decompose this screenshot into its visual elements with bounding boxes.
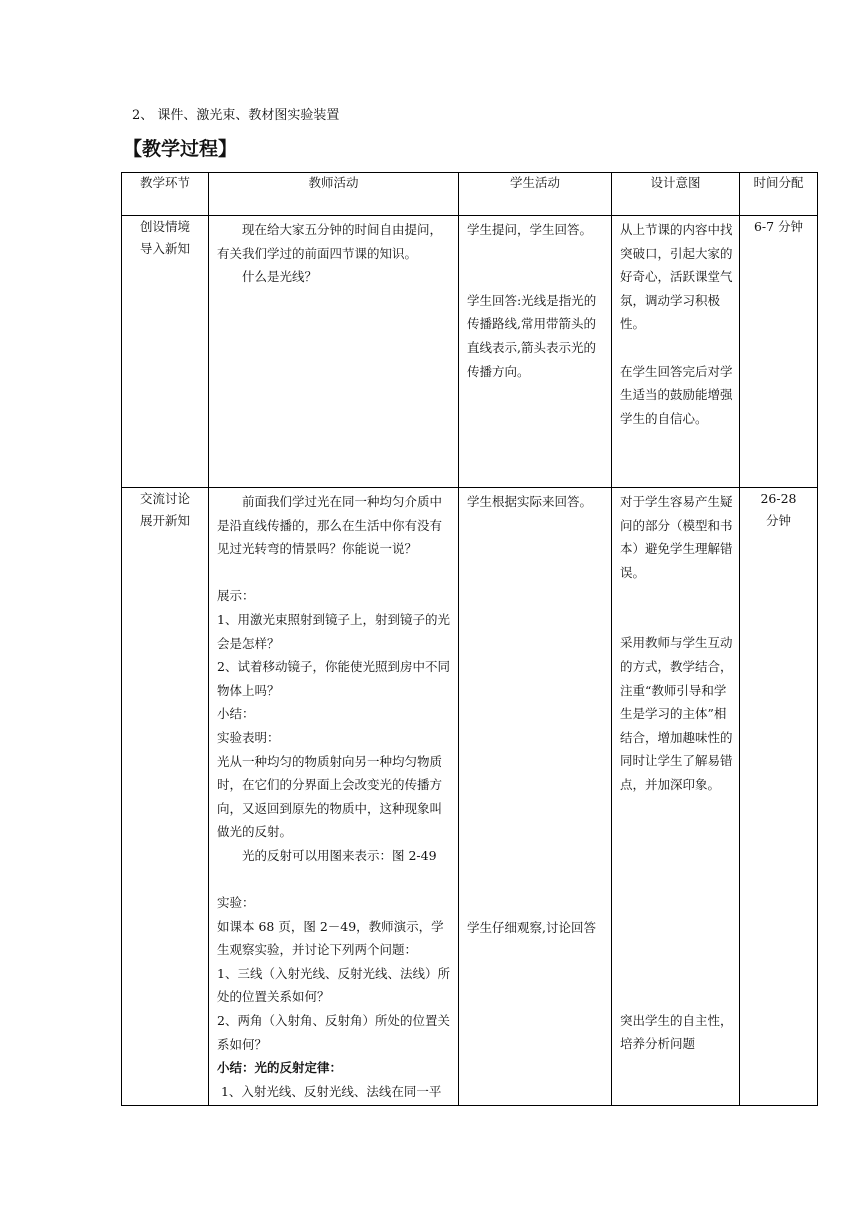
student-paragraph: 学生根据实际来回答。 [467, 494, 593, 509]
student-paragraph: 学生仔细观察,讨论回答 [467, 919, 596, 935]
teacher-paragraph: 实验表明： [217, 729, 280, 745]
teacher-paragraph: 实验： [217, 895, 255, 911]
stage-line: 创设情境 [139, 219, 190, 234]
teacher-paragraph: 1、用激光束照射到镜子上，射到镜子的光会是怎样？ [217, 611, 450, 651]
stage-line: 交流讨论 [139, 491, 190, 506]
header-teacher-activity: 教师活动 [209, 173, 459, 216]
teacher-paragraph: 小结：光的反射定律： [217, 1060, 343, 1076]
time-cell [740, 216, 818, 488]
student-activity-cell [459, 488, 612, 1106]
header-design-intent: 设计意图 [612, 173, 740, 216]
teacher-paragraph: 小结： [217, 706, 255, 722]
teacher-activity-cell [209, 216, 459, 488]
teacher-paragraph: 2、试着移动镜子，你能使光照到房中不同物体上吗？ [217, 659, 450, 698]
teacher-activity-cell [209, 488, 459, 1106]
design-paragraph: 采用教师与学生互动的方式，教学结合，注重“教师引导和学生是学习的主体”相结合，增加趣味性的同时让学生了解易错点，并加深印象。 [620, 635, 733, 792]
teacher-paragraph: 什么是光线？ [242, 269, 318, 285]
teacher-paragraph: 光从一种均匀的物质射向另一种均匀物质时，在它们的分界面上会改变光的传播方向，又返回到原先的物质中，这种现象叫做光的反射。 [217, 753, 443, 840]
section-title: 【教学过程】 [123, 138, 238, 160]
stage-line: 导入新知 [139, 241, 190, 256]
stage-cell [122, 216, 209, 488]
time-text: 26-28 [760, 491, 797, 506]
time-cell [740, 488, 818, 1106]
teacher-paragraph: 1、三线（入射光线、反射光线、法线）所处的位置关系如何？ [217, 965, 450, 1005]
header-stage: 教学环节 [122, 173, 209, 216]
design-intent-cell [612, 216, 740, 488]
teacher-paragraph: 前面我们学过光在同一种均匀介质中是沿直线传播的，那么在生活中你有没有见过光转弯的情景吗？你能说一说？ [217, 494, 443, 557]
table-row [122, 216, 818, 488]
design-paragraph: 从上节课的内容中找突破口，引起大家的好奇心，活跃课堂气氛，调动学习积极性。 [620, 222, 733, 332]
student-paragraph: 学生回答:光线是指光的传播路线,常用带箭头的直线表示,箭头表示光的传播方向。 [467, 292, 597, 379]
stage-cell [122, 488, 209, 1106]
header-student-activity: 学生活动 [459, 173, 612, 216]
design-paragraph: 对于学生容易产生疑问的部分（模型和书本）避免学生理解错误。 [620, 494, 733, 580]
student-activity-cell [459, 216, 612, 488]
design-paragraph: 在学生回答完后对学生适当的鼓励能增强学生的自信心。 [620, 363, 733, 426]
teaching-process-table [121, 172, 818, 1106]
table-header-row [122, 173, 818, 216]
table-row [122, 488, 818, 1106]
stage-line: 展开新知 [139, 513, 190, 528]
teacher-paragraph: 展示： [217, 588, 255, 604]
teacher-paragraph: 现在给大家五分钟的时间自由提问，有关我们学过的前面四节课的知识。 [217, 222, 443, 261]
teacher-paragraph: 如课本 68 页，图 2－49，教师演示，学生观察实验，并讨论下列两个问题： [217, 918, 444, 958]
student-paragraph: 学生提问，学生回答。 [467, 222, 593, 237]
design-intent-cell [612, 488, 740, 1106]
materials-line: 2、 课件、激光束、教材图实验装置 [132, 108, 340, 123]
teacher-paragraph: 2、两角（入射角、反射角）所处的位置关系如何？ [217, 1013, 450, 1052]
teacher-paragraph: 1、入射光线、反射光线、法线在同一平 [217, 1083, 442, 1099]
time-text: 分钟 [765, 513, 791, 528]
time-text: 6-7 分钟 [753, 219, 804, 234]
design-paragraph: 突出学生的自主性，培养分析问题 [620, 1012, 733, 1052]
header-time: 时间分配 [740, 173, 818, 216]
teacher-paragraph: 光的反射可以用图来表示：图 2-49 [242, 847, 437, 863]
